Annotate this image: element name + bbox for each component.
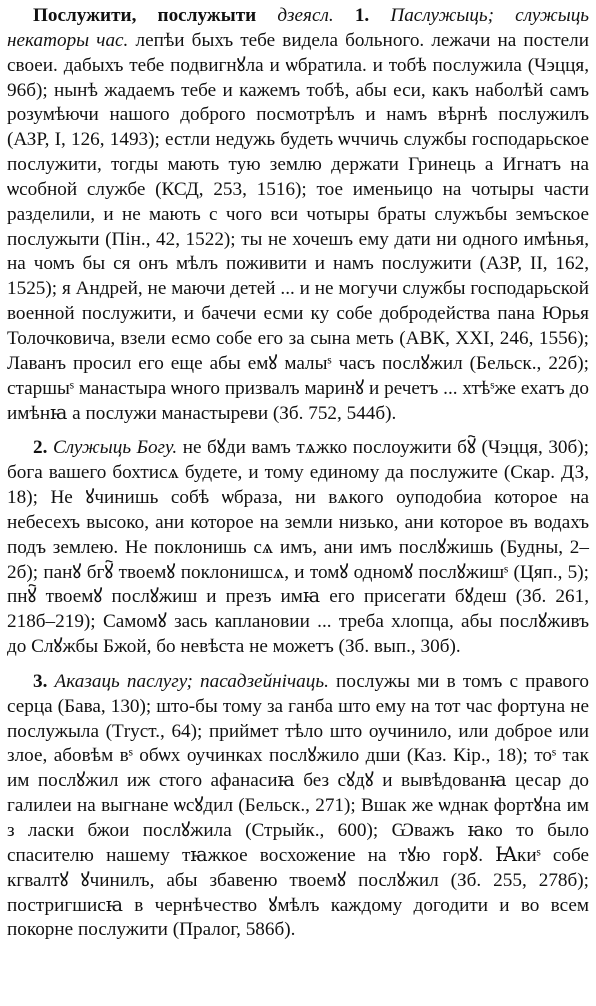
sense-1-paragraph [7,4,589,426]
sense-3-paragraph [7,670,589,943]
dictionary-entry [7,4,589,943]
sense-gloss: Паслужыць; служыць некаторы час. [7,5,590,51]
sense-number: 2. [33,437,48,459]
sense-gloss: Аказаць паслугу; пасадзейнічаць. [54,670,329,692]
part-of-speech: дзеясл. [277,5,334,26]
sense-citations: лепѣи быхъ тебе видела больного. лежачи на постели своеи. дабыхъ тебе подвигнꙋла и ѡбратила. и тобѣ послужила (Чэцця, 96б); нынѣ жадаемъ тебе и кажемъ тобѣ, абы еси, какъ наболѣй самъ розумѣючи нашого доброго посмотрѣлъ и намъ вѣрнѣ послужилъ (АЗР, I, 126, 1493); естли недужь будеть ѡччичь службы господарьское послужити, тогды мають тую землю держати Гринець а Игнатъ на ѡсобной службе (КСД, 253, 1516); тое именьицо на чотыры части разделили, и не мають с чого вси чотыры браты служъбы земъское послужыти (Пін., 42, 1522); ты не хочешъ ему дати ни одного имѣнья, на чомъ бы ся онъ мѣлъ поживити и намъ послужити (АЗР, II, 162, 1525); я Андрей, не маючи детей ... и не могучи службы господарьской военной послужити, и бачечи есми ку собе добродейства пана Юрья Толочковича, взели есмо собе его за сына меть (АВК, XXI, 246, 1556); Лаванъ просил его еще абы емꙋ малыˢ часъ послꙋжил (Бельск., 22б); старшыˢ манастыра ѡного призвалъ маринꙋ и речетъ ... хтѣˢже ехатъ до имѣнꙗ а послужи манастыреви (Зб. 752, 544б). [7,29,589,424]
sense-citations: не бꙋди вамъ тѧжко послоужити бꙋ҇ (Чэцця, 30б); бога вашего бохтисѧ будете, и тому единому да послужите (Скар. ДЗ, 18); Не ꙋчинишь собѣ ѡбраза, ни вѧкого оуподобиа которое на небесехъ высоко, ани которое на земли низько, ани которое въ водахъ подъ землею. Не поклонишь сѧ имъ, ани имъ послꙋжишь (Будны, 2–2б); панꙋ бгꙋ҇ твоемꙋ поклонишсѧ, и томꙋ одномꙋ послꙋжишˢ (Цяп., 5); пнꙋ҇ твоемꙋ послꙋжиш и презъ имꙗ его присегати бꙋдеш (Зб. 261, 218б–219); Самомꙋ зась каплановии ... треба хлопца, абы послꙋживъ до Слꙋжбы Бжой, бо невѣста не можетъ (Зб. вып., 30б). [7,437,589,658]
sense-gloss: Служыць Богу. [52,437,178,459]
sense-citations: послужы ми в томъ с правого серца (Бава, 130); што-бы тому за ганба што ему на тот час фортуна не послужыла (Тryст., 64); приймет тѣло што оучинило, или доброе или злое, абовѣм вˢ обѡх оучинках послꙋжило дши (Каз. Кір., 18); тоˢ так им послꙋжил иж стого афанасиꙗ без сꙋдꙋ и вывѣдованꙗ цесар до галилеи на выгнане ѡсꙋдил (Бельск., 271); Вшак же ѡднак фортꙋна им з ласки бжои послꙋжила (Стрыйк., 600); Ѡважъ ꙗко то было спасителю нашему тꙗжкое восхожение на тꙋю горꙋ. Ꙗкиˢ собе кгвалтꙋ ꙋчинилъ, абы збавеню твоемꙋ послꙋжил (Зб. 255, 278б); постригшисꙗ в чернѣчество ꙋмѣлъ каждому догодити и во всем покорне послужити (Пралог, 586б). [7,670,590,941]
sense-2-paragraph [7,436,589,660]
sense-number: 1. [354,5,370,26]
sense-number: 3. [33,670,48,692]
headword: Послужити, послужыти [33,5,257,26]
